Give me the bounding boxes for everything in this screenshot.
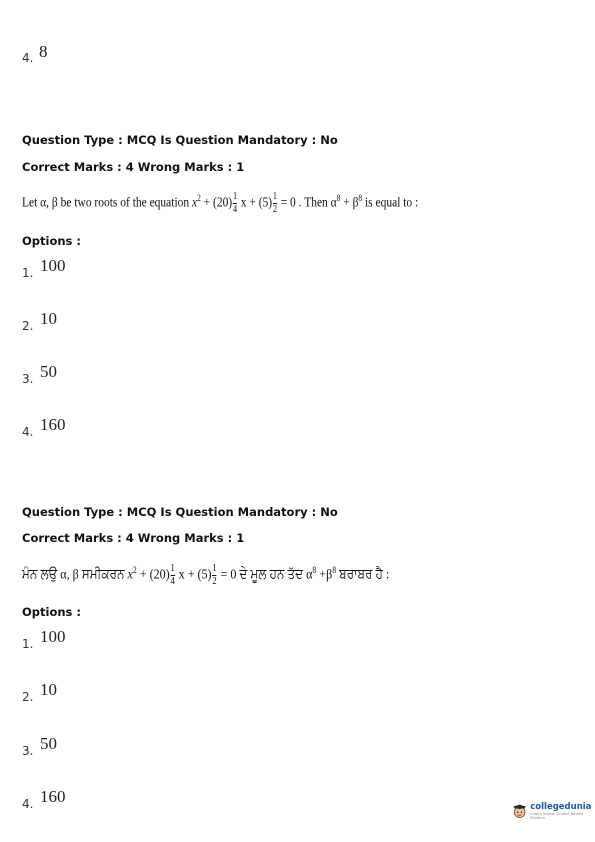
option-number: 3.	[22, 744, 34, 758]
option-value: 100	[40, 256, 66, 275]
mascot-icon	[512, 803, 527, 820]
logo-tagline: India's largest Student Review Platform	[530, 812, 584, 820]
options-label: Options :	[22, 234, 81, 248]
question-type-line: Question Type : MCQ Is Question Mandatory : No	[22, 133, 338, 147]
question-type-line: Question Type : MCQ Is Question Mandatory : No	[22, 505, 338, 519]
option-value: 10	[40, 309, 57, 328]
option-number: 2.	[22, 690, 34, 704]
option-value: 50	[40, 362, 57, 381]
option-value: 10	[40, 680, 57, 699]
question-text: ਮੰਨ ਲਉ α, β ਸਮੀਕਰਨ $x^2 + (20)$ $\frac{1}{4}$ x + (5) $\frac{1}{2}$ = 0 ਦੇ ਮੂਲ ਹਨ ਤੱਦ $\alpha^8 +\beta^8$ ਬਰਾਬਰ ਹੈ :	[22, 563, 390, 587]
option-number: 4.	[22, 797, 34, 811]
option-number: 4.	[22, 425, 34, 439]
option-number: 2.	[22, 319, 34, 333]
option-value: 160	[40, 787, 66, 806]
fraction: $\frac{1}{4}$	[232, 191, 238, 215]
option-value: 100	[40, 627, 66, 646]
option-value: 50	[40, 734, 57, 753]
options-label: Options :	[22, 605, 81, 619]
fraction: $\frac{1}{2}$	[272, 191, 278, 215]
question-text: Let α, β be two roots of the equation $x^2 + (20)$ $\frac{1}{4}$ x + (5) $\frac{1}{2}$ = 0 . Then $\alpha^8 + \beta^8$ is equal to :	[22, 191, 419, 215]
logo-brand: collegedunia	[530, 802, 592, 812]
option-number: 4.	[22, 51, 34, 65]
fraction: $\frac{1}{4}$	[170, 563, 175, 587]
option-value: 160	[40, 415, 66, 434]
option-number: 1.	[22, 266, 34, 280]
option-number: 1.	[22, 637, 34, 651]
marks-line: Correct Marks : 4 Wrong Marks : 1	[22, 531, 245, 545]
marks-line: Correct Marks : 4 Wrong Marks : 1	[22, 160, 245, 174]
collegedunia-logo	[512, 802, 592, 820]
option-number: 3.	[22, 372, 34, 386]
option-value: 8	[39, 42, 48, 61]
fraction: $\frac{1}{2}$	[212, 563, 217, 587]
